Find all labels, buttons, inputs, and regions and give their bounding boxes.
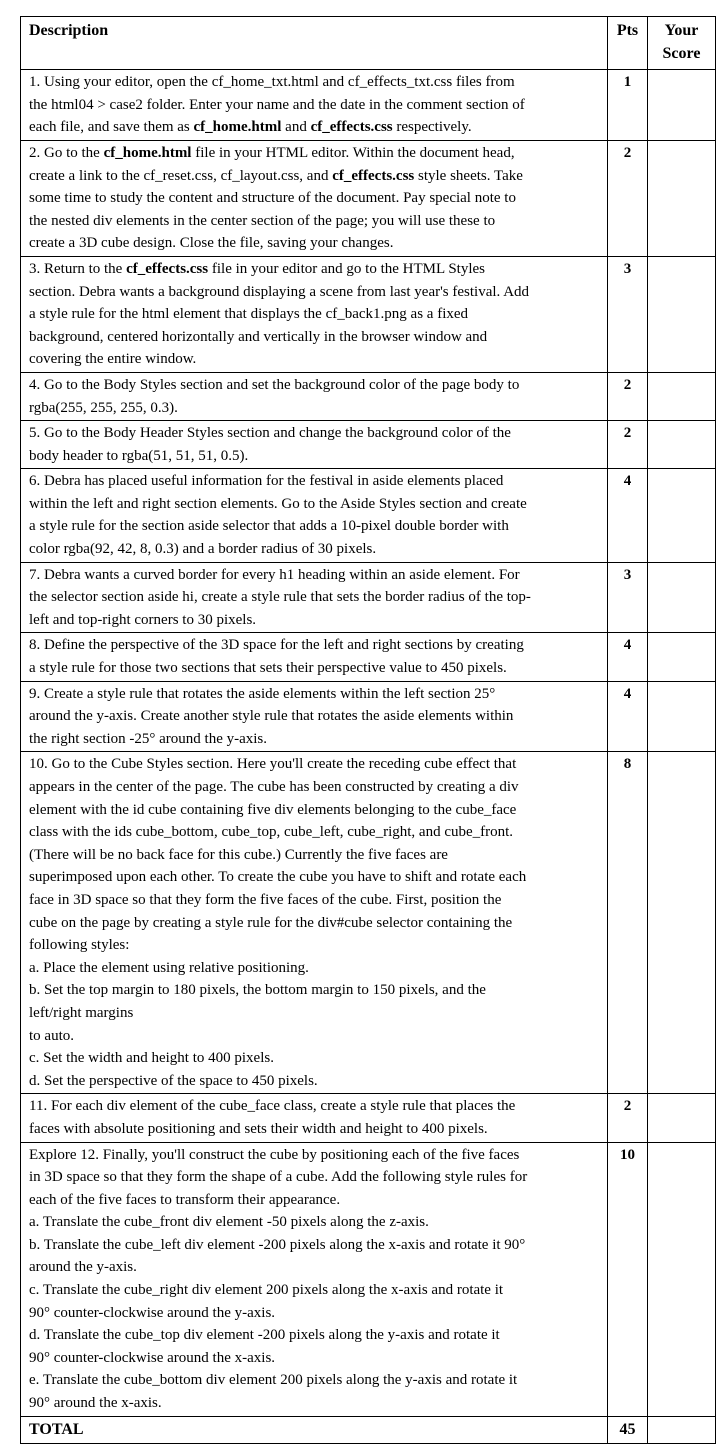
description-line (29, 957, 601, 980)
description-text: appears in the center of the page. The cube has been constructed by creating a div (29, 779, 519, 795)
description-text: 11. For each div element of the cube_face class, create a style rule that places the (29, 1098, 516, 1115)
description-line (29, 281, 601, 304)
description-text: Explore 12. Finally, you'll construct the cube by positioning each of the five faces (29, 1146, 520, 1163)
description-line (29, 303, 601, 326)
score-cell[interactable] (648, 681, 716, 752)
description-text: a style rule for the section aside selector that adds a 10-pixel double border with (29, 518, 509, 535)
task-description (21, 421, 608, 469)
description-line (29, 422, 601, 445)
description-line (29, 71, 601, 94)
description-line (29, 397, 601, 420)
task-description (21, 140, 608, 256)
task-description (21, 752, 608, 1094)
description-line (29, 844, 601, 867)
table-row (21, 752, 716, 1094)
description-text: and (281, 119, 311, 136)
task-description (21, 681, 608, 752)
table-row (21, 256, 716, 372)
points-value: 4 (608, 681, 648, 752)
description-line (29, 348, 601, 371)
table-row (21, 421, 716, 469)
description-text: background, centered horizontally and vertically in the browser window and (29, 328, 488, 345)
table-row (21, 633, 716, 681)
description-line (29, 586, 601, 609)
description-line (29, 753, 601, 776)
description-text: 10. Go to the Cube Styles section. Here you'll create the receding cube effect that (29, 756, 517, 773)
description-text: in 3D space so that they form the shape of a cube. Add the following style rules for (29, 1169, 528, 1186)
description-text: b. Translate the cube_left div element -200 pixels along the x-axis and rotate it 90° (29, 1236, 526, 1253)
score-header-line-2: Score (662, 44, 701, 62)
description-line (29, 1189, 601, 1212)
score-cell[interactable] (648, 1142, 716, 1416)
description-line (29, 634, 601, 657)
score-cell[interactable] (648, 140, 716, 256)
score-header (648, 17, 716, 70)
task-description (21, 633, 608, 681)
table-row (21, 1142, 716, 1416)
points-value: 8 (608, 752, 648, 1094)
filename-bold-text: cf_effects.css (332, 167, 415, 184)
description-text: create a 3D cube design. Close the file, saving your changes. (29, 235, 394, 252)
description-text: a. Place the element using relative positioning. (29, 959, 309, 976)
score-cell[interactable] (648, 562, 716, 633)
score-cell[interactable] (648, 372, 716, 420)
description-text: file in your HTML editor. Within the document head, (191, 144, 515, 161)
description-text: left/right margins (29, 1004, 134, 1021)
filename-bold-text: cf_home.html (193, 119, 282, 136)
points-value: 10 (608, 1142, 648, 1416)
description-text: each of the five faces to transform their appearance. (29, 1191, 341, 1208)
filename-bold-text: cf_effects.css (310, 119, 393, 136)
points-value: 2 (608, 372, 648, 420)
description-text: section. Debra wants a background displaying a scene from last year's festival. Add (29, 283, 530, 300)
description-text: 4. Go to the Body Styles section and set the background color of the page body to (29, 376, 520, 393)
description-text: 8. Define the perspective of the 3D space for the left and right sections by creating (29, 637, 524, 654)
description-text: 7. Debra wants a curved border for every h1 heading within an aside element. For (29, 566, 520, 583)
description-line (29, 1025, 601, 1048)
description-line (29, 705, 601, 728)
description-text: 90° counter-clockwise around the x-axis. (29, 1349, 276, 1366)
description-text: color rgba(92, 42, 8, 0.3) and a border radius of 30 pixels. (29, 541, 377, 558)
total-row (21, 1416, 716, 1444)
description-line (29, 187, 601, 210)
description-text: around the y-axis. Create another style rule that rotates the aside elements within (29, 708, 514, 725)
description-line (29, 374, 601, 397)
description-text: b. Set the top margin to 180 pixels, the bottom margin to 150 pixels, and the (29, 982, 486, 999)
description-text: the nested div elements in the center section of the page; you will use these to (29, 212, 496, 229)
task-description (21, 256, 608, 372)
score-cell[interactable] (648, 421, 716, 469)
description-text: superimposed upon each other. To create the cube you have to shift and rotate each (29, 869, 527, 886)
score-cell[interactable] (648, 70, 716, 141)
description-text: rgba(255, 255, 255, 0.3). (29, 399, 178, 416)
points-value: 4 (608, 469, 648, 562)
table-row (21, 372, 716, 420)
score-cell[interactable] (648, 256, 716, 372)
description-line (29, 1211, 601, 1234)
description-text: within the left and right section elements. Go to the Aside Styles section and create (29, 495, 527, 512)
description-text: body header to rgba(51, 51, 51, 0.5). (29, 447, 249, 464)
grading-rubric-table (20, 16, 716, 1444)
description-line (29, 728, 601, 751)
description-line (29, 1279, 601, 1302)
score-cell[interactable] (648, 469, 716, 562)
description-line (29, 258, 601, 281)
description-text: the right section -25° around the y-axis. (29, 730, 268, 747)
description-line (29, 1070, 601, 1093)
table-header-row (21, 17, 716, 70)
description-line (29, 210, 601, 233)
description-text: each file, and save them as (29, 119, 194, 136)
points-value: 2 (608, 140, 648, 256)
description-line (29, 1166, 601, 1189)
description-line (29, 1392, 601, 1415)
description-text: c. Set the width and height to 400 pixels. (29, 1050, 274, 1067)
points-value: 2 (608, 1094, 648, 1142)
description-text: create a link to the cf_reset.css, cf_layout.css, and (29, 167, 333, 184)
description-line (29, 445, 601, 468)
description-line (29, 683, 601, 706)
description-line (29, 1118, 601, 1141)
description-line (29, 1369, 601, 1392)
description-text: 3. Return to the (29, 260, 127, 277)
description-text: respectively. (392, 119, 472, 136)
points-value: 1 (608, 70, 648, 141)
points-value: 4 (608, 633, 648, 681)
description-text: cube on the page by creating a style rule for the div#cube selector containing the (29, 914, 513, 931)
description-line (29, 979, 601, 1002)
description-line (29, 165, 601, 188)
table-row (21, 1094, 716, 1142)
description-text: the html04 > case2 folder. Enter your name and the date in the comment section of (29, 96, 525, 113)
description-line (29, 609, 601, 632)
description-line (29, 1347, 601, 1370)
description-text: a. Translate the cube_front div element -50 pixels along the z-axis. (29, 1214, 429, 1231)
description-line (29, 821, 601, 844)
points-value: 3 (608, 562, 648, 633)
description-text: some time to study the content and structure of the document. Pay special note to (29, 190, 516, 207)
description-text: following styles: (29, 937, 130, 954)
score-cell[interactable] (648, 633, 716, 681)
description-text: the selector section aside hi, create a style rule that sets the border radius of the top- (29, 589, 531, 606)
score-cell[interactable] (648, 1094, 716, 1142)
table-row (21, 469, 716, 562)
task-description (21, 372, 608, 420)
description-text: left and top-right corners to 30 pixels. (29, 611, 257, 628)
filename-bold-text: cf_home.html (103, 144, 192, 161)
description-text: around the y-axis. (29, 1259, 137, 1276)
description-text: faces with absolute positioning and sets their width and height to 400 pixels. (29, 1120, 488, 1137)
description-text: c. Translate the cube_right div element 200 pixels along the x-axis and rotate it (29, 1282, 504, 1299)
description-text: 5. Go to the Body Header Styles section and change the background color of the (29, 425, 511, 442)
description-line (29, 326, 601, 349)
points-value: 2 (608, 421, 648, 469)
description-text: face in 3D space so that they form the five faces of the cube. First, position the (29, 891, 502, 908)
description-line (29, 889, 601, 912)
table-row (21, 140, 716, 256)
description-line (29, 564, 601, 587)
total-label: TOTAL (21, 1416, 608, 1444)
total-score-cell[interactable] (648, 1416, 716, 1444)
description-line (29, 866, 601, 889)
description-text: d. Set the perspective of the space to 450 pixels. (29, 1072, 318, 1089)
description-line (29, 232, 601, 255)
description-text: style sheets. Take (414, 167, 523, 184)
description-line (29, 1234, 601, 1257)
description-text: 90° counter-clockwise around the y-axis. (29, 1304, 276, 1321)
pts-header: Pts (608, 17, 648, 70)
description-text: file in your editor and go to the HTML Styles (208, 260, 486, 277)
description-line (29, 493, 601, 516)
score-header-line-1: Your (664, 22, 699, 39)
description-line (29, 1047, 601, 1070)
description-line (29, 1144, 601, 1167)
description-line (29, 515, 601, 538)
description-line (29, 912, 601, 935)
description-text: to auto. (29, 1027, 74, 1044)
description-line (29, 799, 601, 822)
total-points: 45 (608, 1416, 648, 1444)
description-line (29, 142, 601, 165)
description-line (29, 116, 601, 139)
task-description (21, 1094, 608, 1142)
description-text: 2. Go to the (29, 144, 104, 161)
description-text: a style rule for the html element that displays the cf_back1.png as a fixed (29, 306, 469, 323)
description-text: class with the ids cube_bottom, cube_top, cube_left, cube_right, and cube_front. (29, 824, 514, 841)
description-line (29, 1002, 601, 1025)
score-cell[interactable] (648, 752, 716, 1094)
description-line (29, 538, 601, 561)
description-line (29, 470, 601, 493)
task-description (21, 1142, 608, 1416)
task-description (21, 469, 608, 562)
table-row (21, 562, 716, 633)
description-text: d. Translate the cube_top div element -200 pixels along the y-axis and rotate it (29, 1327, 500, 1344)
description-text: 6. Debra has placed useful information for the festival in aside elements placed (29, 473, 504, 490)
table-row (21, 681, 716, 752)
description-text: 1. Using your editor, open the cf_home_txt.html and cf_effects_txt.css files from (29, 74, 515, 91)
description-line (29, 1302, 601, 1325)
description-text: a style rule for those two sections that sets their perspective value to 450 pixels. (29, 660, 507, 677)
description-line (29, 1095, 601, 1118)
task-description (21, 70, 608, 141)
description-line (29, 1256, 601, 1279)
description-header: Description (21, 17, 608, 70)
description-text: covering the entire window. (29, 351, 197, 368)
description-line (29, 657, 601, 680)
description-line (29, 934, 601, 957)
table-row (21, 70, 716, 141)
description-text: 90° around the x-axis. (29, 1395, 162, 1412)
filename-bold-text: cf_effects.css (126, 260, 209, 277)
description-text: element with the id cube containing five div elements belonging to the cube_face (29, 801, 517, 818)
task-description (21, 562, 608, 633)
description-line (29, 1324, 601, 1347)
description-line (29, 776, 601, 799)
description-text: (There will be no back face for this cube.) Currently the five faces are (29, 846, 448, 863)
description-text: 9. Create a style rule that rotates the aside elements within the left section 25° (29, 685, 496, 702)
points-value: 3 (608, 256, 648, 372)
description-text: e. Translate the cube_bottom div element 200 pixels along the y-axis and rotate it (29, 1372, 518, 1389)
description-line (29, 94, 601, 117)
